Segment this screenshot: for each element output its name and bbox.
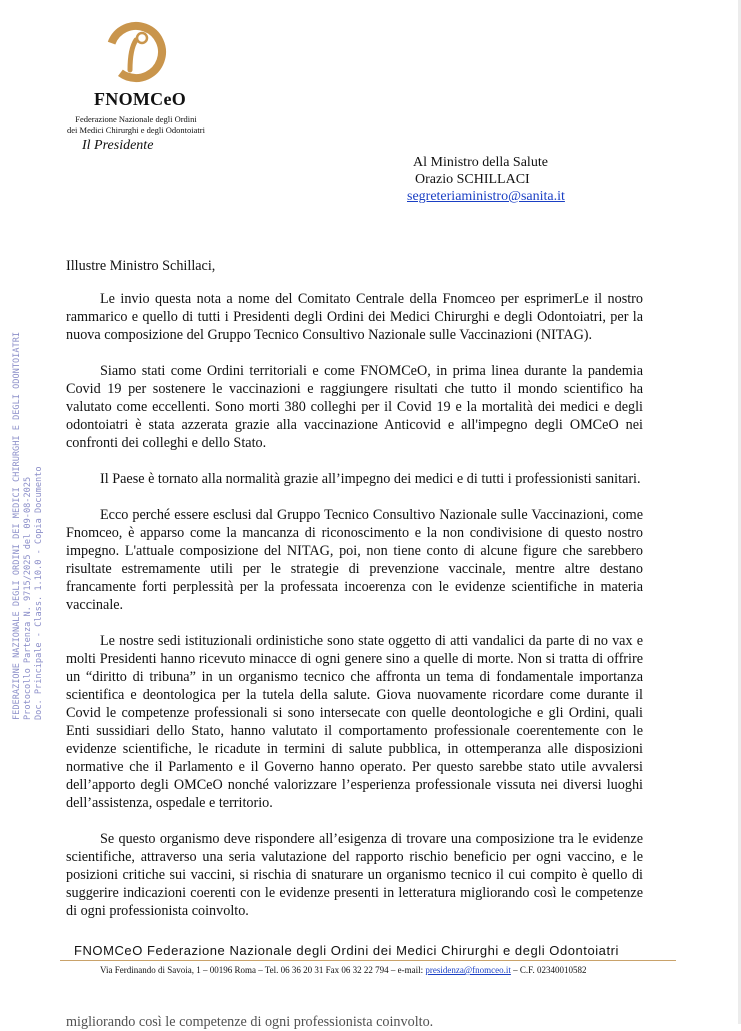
stamp-line3: Doc. Principale - Class. 1.10.0 - Copia Documento xyxy=(34,466,44,720)
paragraph-3: Il Paese è tornato alla normalità grazie all’impegno dei medici e di tutti i professionisti sanitari. xyxy=(100,471,641,487)
footer-address-suffix: – C.F. 02340010582 xyxy=(510,965,587,975)
paragraph-2: Siamo stati come Ordini territoriali e come FNOMCeO, in prima linea durante la pandemia Covid 19 per sostenere le vaccinazioni e raggiungere risultati che tutto il mondo scientifico ha valutato come eccellenti. Sono morti 380 colleghi per il Covid 19 e la mortalità dei medici e degli odontoiatri è stata azzerata grazie alla vaccinazione Anticovid e all'impegno degli OMCeO nei confronti dei colleghi e dello Stato. xyxy=(66,363,643,451)
org-full-name-line1: Federazione Nazionale degli Ordini xyxy=(75,114,197,124)
footer-title: FNOMCeO Federazione Nazionale degli Ordini dei Medici Chirurghi e degli Odontoiatri xyxy=(74,943,619,958)
footer-address xyxy=(100,965,660,975)
president-title: Il Presidente xyxy=(82,138,154,153)
protocol-stamp xyxy=(12,260,54,720)
footer-divider xyxy=(60,960,676,961)
salutation: Illustre Ministro Schillaci, xyxy=(66,258,216,274)
recipient-line2: Orazio SCHILLACI xyxy=(415,172,530,187)
fnomceo-logo-icon xyxy=(104,20,168,84)
stamp-line1: FEDERAZIONE NAZIONALE DEGLI ORDINI DEI MEDICI CHIRURGHI E DEGLI ODONTOIATRI xyxy=(12,331,22,720)
paragraph-5: Le nostre sedi istituzionali ordinistiche sono state oggetto di atti vandalici da parte di no vax e molti Presidenti hanno ricevuto minacce di ogni genere sino a quelle di morte. Non si tratta di offrire un “diritto di tribuna” in un organismo tecnico che affronta un tema di fondamentale importanza scientifica e deontologica per la tutela della salute. Giova nuovamente ricordare come durante il Covid le competenze professionali si sono intersecate con quelle deontologiche e gli Ordini, quali Enti sussidiari dello Stato, hanno valutato il comportamento professionale coerentemente con le evidenze scientifiche, le ricadute in termini di salute pubblica, in ottemperanza alle disposizioni normative che il Parlamento e il Governo hanno operato. Per questo sarebbe stato utile avvalersi dell’apporto degli OMCeO nonché valorizzare l’esperienza professionale vissuta nei diversi luoghi dell’assistenza, ospedale e territorio. xyxy=(66,633,643,811)
letter-body xyxy=(66,290,643,938)
recipient-line1: Al Ministro della Salute xyxy=(413,155,548,170)
org-full-name-line2: dei Medici Chirurghi e degli Odontoiatri xyxy=(67,125,205,135)
recipient-block xyxy=(407,154,565,205)
stamp-line2: Protocollo Partenza N. 9715/2025 del 09-08-2025 xyxy=(23,476,33,720)
org-full-name xyxy=(66,114,206,136)
paragraph-6: Se questo organismo deve rispondere all’esigenza di trovare una composizione tra le evidenze scientifiche, attraverso una seria valutazione del rapporto rischio beneficio per ogni vaccino, e le posizioni critiche sui vaccini, si rischia di snaturare un organismo tecnico il cui compito è quello di suggerire indicazioni coerenti con le evidenze presenti in letteratura migliorando così le competenze di ogni professionista coinvolto. xyxy=(66,831,643,919)
org-acronym: FNOMCeO xyxy=(94,89,187,109)
paragraph-4: Ecco perché essere esclusi dal Gruppo Tecnico Consultivo Nazionale sulle Vaccinazioni, come Fnomceo, è apparso come la mancanza di riconoscimento e la non condivisione di questo nostro impegno. L'attuale composizione del NITAG, poi, non tiene conto di alcune figure che sarebbero risultate estremamente utili per le strategie di prevenzione vaccinale, mentre altre destano francamente forti perplessità per la professata incoerenza con le evidenze scientifiche in materia vaccinale. xyxy=(66,507,643,613)
paragraph-1: Le invio questa nota a nome del Comitato Centrale della Fnomceo per esprimerLe il nostro rammarico e quello di tutti i Presidenti degli Ordini dei Medici Chirurghi e degli Odontoiatri, per la nuova composizione del Gruppo Tecnico Consultivo Nazionale sulle Vaccinazioni (NITAG). xyxy=(66,291,643,343)
footer-email-link[interactable]: presidenza@fnomceo.it xyxy=(425,965,511,975)
overflow-text-line: migliorando così le competenze di ogni professionista coinvolto. xyxy=(66,1014,434,1030)
recipient-email-link[interactable]: segreteriaministro@sanita.it xyxy=(407,189,565,204)
footer-address-prefix: Via Ferdinando di Savoia, 1 – 00196 Roma – Tel. 06 36 20 31 Fax 06 32 22 794 – e-mail: xyxy=(100,965,426,975)
